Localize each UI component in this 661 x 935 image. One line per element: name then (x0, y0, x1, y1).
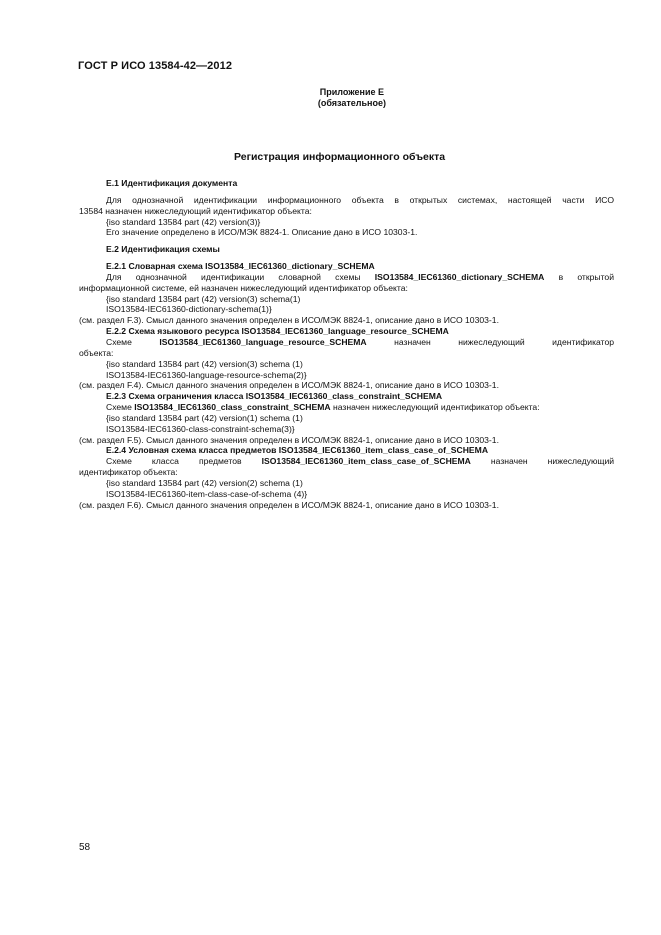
e23-identifier-line2: ISO13584-IEC61360-class-constraint-schema(3)} (106, 423, 295, 434)
e1-paragraph-line2: 13584 назначен нижеследующий идентификатор объекта: (79, 205, 312, 216)
e24-paragraph-line2: идентификатор объекта: (79, 467, 178, 478)
page-number: 58 (79, 842, 91, 853)
document-body (79, 178, 614, 510)
e23-paragraph-line1: Схеме ISO13584_IEC61360_class_constraint_SCHEMA назначен нижеследующий идентификатор объекта: (106, 402, 540, 413)
e2-heading: Е.2 Идентификация схемы (106, 244, 220, 255)
e21-identifier-line2: ISO13584-IEC61360-dictionary-schema(1)} (106, 304, 272, 315)
e24-identifier-line1: {iso standard 13584 part (42) version(2) schema (1) (106, 477, 303, 488)
e23-identifier-line1: {iso standard 13584 part (42) version(1) schema (1) (106, 412, 303, 423)
e23-reference: (см. раздел F.5). Смысл данного значения определен в ИСО/МЭК 8824-1, описание дано в ИСО 10303-1. (79, 434, 499, 445)
e22-reference: (см. раздел F.4). Смысл данного значения определен в ИСО/МЭК 8824-1, описание дано в ИСО 10303-1. (79, 380, 499, 391)
e22-identifier-line2: ISO13584-IEC61360-language-resource-schema(2)} (106, 369, 307, 380)
e22-heading: Е.2.2 Схема языкового ресурса ISO13584_IEC61360_language_resource_SCHEMA (106, 326, 449, 337)
e21-paragraph-line1: Для однозначной идентификации словарной схемы ISO13584_IEC61360_dictionary_SCHEMA в открытой (106, 271, 614, 282)
e22-identifier-line1: {iso standard 13584 part (42) version(3) schema (1) (106, 358, 303, 369)
e21-heading: Е.2.1 Словарная схема ISO13584_IEC61360_dictionary_SCHEMA (106, 261, 375, 272)
e21-paragraph-line2: информационной системе, ей назначен нижеследующий идентификатор объекта: (79, 282, 408, 293)
appendix-label (0, 87, 661, 109)
appendix-note: (обязательное) (317, 98, 386, 108)
e1-paragraph-line1: Для однозначной идентификации информационного объекта в открытых системах, настоящей части ИСО (106, 194, 614, 205)
e24-reference: (см. раздел F.6). Смысл данного значения определен в ИСО/МЭК 8824-1, описание дано в ИСО 10303-1. (79, 499, 499, 510)
section-title-text: Регистрация информационного объекта (234, 151, 446, 163)
e1-identifier: {iso standard 13584 part (42) version(3)} (106, 216, 261, 227)
e22-paragraph-line2: объекта: (79, 347, 114, 358)
e24-paragraph-line1: Схеме класса предметов ISO13584_IEC61360_item_class_case_of_SCHEMA назначен нижеследующий (106, 456, 615, 467)
e23-heading: Е.2.3 Схема ограничения класса ISO13584_IEC61360_class_constraint_SCHEMA (106, 391, 443, 402)
appendix-title: Приложение Е (319, 87, 385, 97)
e24-heading: Е.2.4 Условная схема класса предметов ISO13584_IEC61360_item_class_case_of_SCHEMA (106, 445, 489, 456)
e22-paragraph-line1: Схеме ISO13584_IEC61360_language_resource_SCHEMA назначен нижеследующий идентификатор (106, 336, 615, 347)
e21-identifier-line1: {iso standard 13584 part (42) version(3) schema(1) (106, 293, 301, 304)
e1-note: Его значение определено в ИСО/МЭК 8824-1. Описание дано в ИСО 10303-1. (106, 227, 418, 238)
e21-reference: (см. раздел F.3). Смысл данного значения определен в ИСО/МЭК 8824-1, описание дано в ИСО 10303-1. (79, 315, 499, 326)
e24-identifier-line2: ISO13584-IEC61360-item-class-case-of-schema (4)} (106, 488, 308, 499)
document-header: ГОСТ Р ИСО 13584-42—2012 (78, 60, 233, 72)
e1-heading: Е.1 Идентификация документа (106, 178, 238, 188)
